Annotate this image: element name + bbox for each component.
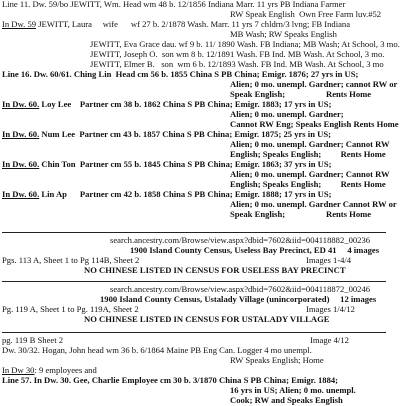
dwelling-ref: In Dw. 59 <box>2 19 37 29</box>
census-note: NO CHINESE LISTED IN CENSUS FOR USTALADY VILLAGE <box>84 314 330 324</box>
dwelling-ref: In Dw 30 <box>2 365 35 375</box>
record-line: Alien; 0 mo. unempl. Gardner Cannot RW or <box>230 199 397 209</box>
page-range: Pgs. 113 A, Sheet 1 to Pg 114B, Sheet 2 <box>2 255 140 265</box>
image-ref: Image 4/12 <box>310 335 349 345</box>
record-text: : 9 employees and <box>34 365 97 375</box>
image-range: Images 1/4/12 <box>306 304 355 314</box>
record-line: Cannot RW Eng; Speaks English Rents Home <box>230 119 399 129</box>
section-divider <box>2 232 386 233</box>
census-title: 1900 Island County Census, Useless Bay Precinct, ED 41 4 images <box>130 245 380 255</box>
dwelling-ref: In Dw. 60. <box>2 99 40 109</box>
record-line: Alien; 0 mo. unempl. Gardner; <box>230 109 344 119</box>
record-line: Line 57. In Dw. 30. Gee, Charlie Employee cm 30 b. 3/1870 China S PB China; Emigr. 1884; <box>2 375 339 385</box>
record-line: Dw. 30/32. Hogan, John head wm 36 b. 6/1864 Maine PB Eng Can. Logger 4 mo unempl. <box>2 345 312 355</box>
record-line: English; Speaks English; Rents Home <box>230 179 386 189</box>
record-line: English; Speaks English; Rents Home <box>230 149 386 159</box>
census-title: 1900 Island County Census, Ustalady Village (unincorporated) 12 images <box>100 294 377 304</box>
record-line: Line 16. Dw. 60/61. Ching Lin Head cm 56 b. 1855 China S PB China; Emigr. 1876; 27 yrs in US; <box>2 69 359 79</box>
dwelling-ref: In Dw. 60. <box>2 159 40 169</box>
source-url: search.ancestry.com/Browse/view.aspx?dbid=7602&iid=004118872_00246 <box>110 284 371 294</box>
dwelling-ref: In Dw. 60. <box>2 129 40 139</box>
record-text: Loy Lee Partner cm 38 b. 1862 China S PB China; Emigr. 1883; 17 yrs in US; <box>39 99 332 109</box>
section-divider <box>2 332 386 333</box>
record-line: Alien; 0 mo. unempl. Gardner; Cannot RW <box>230 169 390 179</box>
record-text: Lin Ap Partner cm 42 b. 1858 China S PB China; Emigr. 1888; 17 yrs in US; <box>39 189 332 199</box>
record-line: JEWITT, Elmer B. son wm 6 b. 12/1893 Wash. FB Ind. MB Wash. At School, 3 mo <box>90 59 384 69</box>
record-line: Alien; 0 mo. unempl. Gardner; cannot RW or <box>230 79 398 89</box>
page-ref: pg. 119 B Sheet 2 <box>2 335 64 345</box>
image-range: Images 1-4/4 <box>306 255 352 265</box>
record-line: Speak English; Rents Home <box>230 89 372 99</box>
page-range: Pg. 119 A, Sheet 1 to Pg. 119A, Sheet 2 <box>2 304 139 314</box>
record-line: RW Speaks English; Home <box>230 355 324 365</box>
record-line: Alien; 0 mo. unempl. Gardner; Cannot RW <box>230 139 390 149</box>
record-line: RW Speak English Own Free Farm luv.#52 <box>230 9 382 19</box>
section-divider <box>2 281 386 282</box>
record-text: JEWITT, Laura wife wf 27 b. 2/1878 Wash. Marr. 11 yrs 7 chldrn/3 lvng; FB Indiana <box>36 19 351 29</box>
census-note: NO CHINESE LISTED IN CENSUS FOR USELESS BAY PRECINCT <box>84 265 346 275</box>
record-line: MB Wash; RW Speaks English <box>230 29 337 39</box>
source-url: search.ancestry.com/Browse/view.aspx?dbid=7602&iid=004118882_00236 <box>110 235 371 245</box>
record-line: Line 11. Dw. 59/bo JEWITT, Wm. Head wm 48 b. 12/1856 Indiana Marr. 11 yrs PB Indiana Farmer <box>2 0 346 9</box>
record-text: Num Lee Partner cm 43 b. 1857 China S PB China; Emigr. 1875; 25 yrs in US; <box>39 129 331 139</box>
record-line: 16 yrs in US; Alien; 0 mo. unempl. <box>230 385 356 395</box>
record-line: Speak English; Rents Home <box>230 209 372 219</box>
record-line: Cook; RW and Speaks English <box>230 395 343 405</box>
record-line: JEWITT, Joseph O. son wm 8 b. 12/1891 Wash. FB Ind. MB Wash. At School, 3 mo. <box>90 49 385 59</box>
dwelling-ref: In Dw. 60. <box>2 189 40 199</box>
record-text: Chin Ton Partner cm 55 b. 1845 China S PB China; Emigr. 1863; 37 yrs in US; <box>39 159 332 169</box>
record-line: JEWITT, Eva Grace dau. wf 9 b. 11/ 1890 Wash. FB Indiana; MB Wash; At School, 3 mo. <box>90 39 400 49</box>
